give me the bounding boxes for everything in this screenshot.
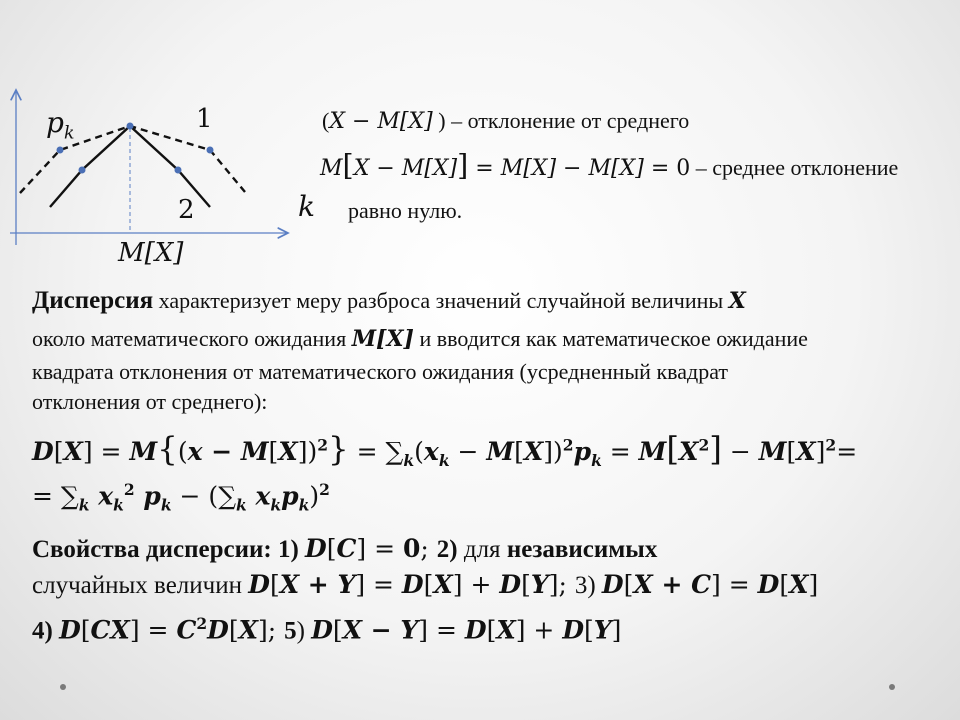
- mean-deviation-formula: M[X − M[X]] = M[X] − M[X] = 0 – среднее отклонение: [320, 148, 899, 182]
- slide-dot-right: [889, 684, 895, 690]
- point: [79, 167, 86, 174]
- mean-label: M[X]: [118, 238, 184, 268]
- variance-formula-line-2: = $\sum_k$ $x_k^2$ $p_k - (\sum_k$ $x_kp_k)^2$: [32, 480, 330, 515]
- k-axis-label: k: [298, 190, 315, 223]
- point: [207, 147, 214, 154]
- point: [57, 147, 64, 154]
- pk-label: $p_k$: [46, 106, 75, 144]
- point: [175, 167, 182, 174]
- variance-definition-line-4: отклонения от среднего):: [32, 389, 268, 414]
- deviation-note: (X − M[X] ) – отклонение от среднего: [322, 108, 690, 134]
- variance-definition-line-1: Дисперсия характеризует меру разброса значений случайной величины X: [32, 287, 746, 314]
- mean-deviation-note: равно нулю.: [348, 198, 463, 223]
- slide-dot-left: [60, 684, 66, 690]
- properties-line-1: Свойства дисперсии: 1) D[C] = 0; 2) для независимых: [32, 534, 658, 563]
- variance-definition-line-3: квадрата отклонения от математического ожидания (усредненный квадрат: [32, 359, 728, 384]
- curve-2-label: 2: [178, 195, 195, 225]
- properties-line-3: 4) $D[CX] = C^2D[X]$; 5) D[X − Y] = D[X] + D[Y]: [32, 614, 622, 645]
- point: [127, 123, 134, 130]
- variance-formula-line-1: $D[X] = M\{(x - M[X])^2\} = \sum_k(x_k - M[X])^2p_k = M[X^2] - M[X]^2=$: [32, 430, 858, 470]
- curve-1-label: 1: [196, 104, 213, 134]
- variance-definition-line-2: около математического ожидания M[X] и вводится как математическое ожидание: [32, 326, 808, 352]
- properties-line-2: случайных величин D[X + Y] = D[X] + D[Y]; 3) D[X + C] = D[X]: [32, 570, 819, 599]
